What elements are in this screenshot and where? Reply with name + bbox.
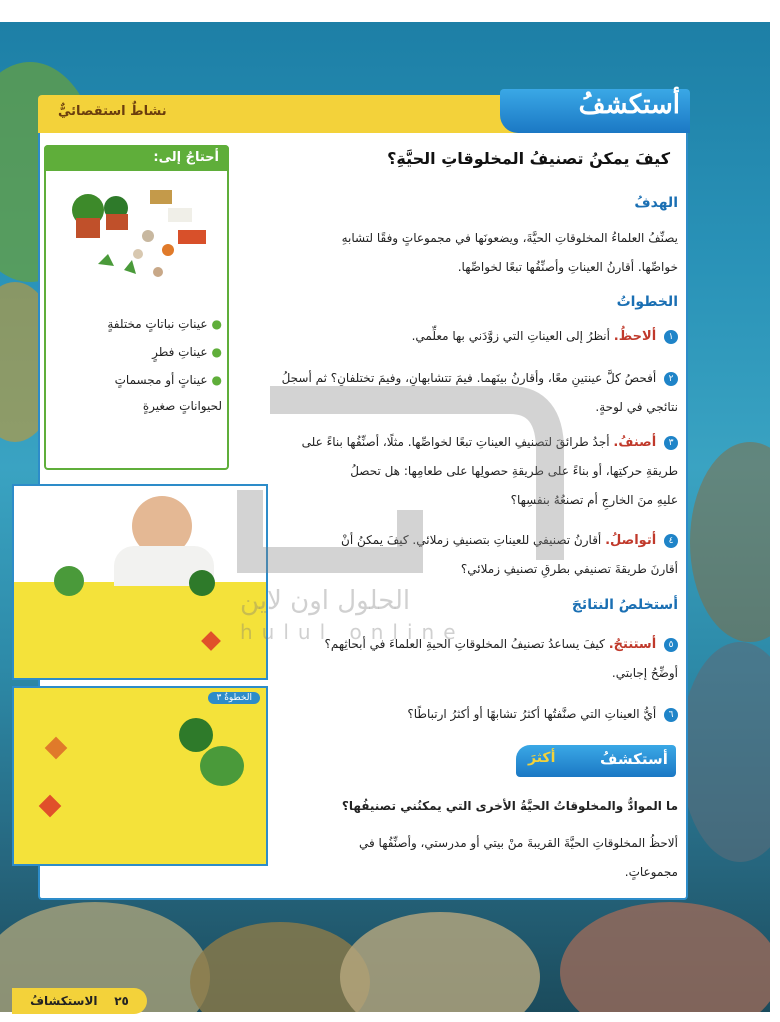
section-name: الاستكشافُ — [30, 994, 98, 1008]
conclusion-5-cont: أوضِّحُ إجابتي. — [611, 666, 678, 680]
material-item-3-cont: لحيواناتٍ صغيرةٍ — [142, 399, 222, 413]
explore-more-line-2: مجموعاتٍ. — [624, 865, 678, 879]
step-number: ٣ — [664, 436, 678, 450]
step-3-cont-1: طريقةِ حركتِها، أو بناءً على طريقةِ حصولِها على طعامِها: هل تحصلُ — [350, 464, 678, 478]
steps-heading: الخطواتُ — [616, 294, 678, 310]
step-number: ٥ — [664, 638, 678, 652]
step-keyword: أتواصلُ. — [605, 533, 657, 548]
step-keyword: ألاحظُ. — [613, 329, 657, 344]
step-number: ٦ — [664, 708, 678, 722]
goal-line-1: يصنِّفُ العلماءُ المخلوقاتِ الحيَّةَ، ويضعونَها في مجموعاتٍ وفقًا لتشابهِ — [341, 231, 678, 245]
page-title: أستكشفُ — [578, 90, 680, 120]
watermark-latin: hulul online — [240, 620, 465, 644]
step-3-photo — [12, 686, 268, 866]
step-keyword: أصنفُ. — [613, 435, 657, 450]
main-question: كيفَ يمكنُ تصنيفُ المخلوقاتِ الحيَّةِ؟ — [387, 149, 670, 168]
step-number: ١ — [664, 330, 678, 344]
watermark-logo-icon — [210, 380, 570, 600]
explore-more-line-1: ألاحظُ المخلوقاتِ الحيَّةَ القريبةَ منْ بيتي أو مدرستي، وأصنِّفُها في — [358, 836, 678, 850]
step-text: أفحصُ كلَّ عينتينِ معًا، وأقارنُ بينَهما. فيمَ تتشابهانِ، وفيمَ تختلفانِ؟ ثم أسجلُ — [281, 371, 657, 385]
step-2-cont: نتائجي في لوحةٍ. — [595, 400, 678, 414]
activity-type-label: نشاطٌ استقصائيٌّ — [58, 104, 167, 119]
material-item-1: ●عيناتِ نباتاتٍ مختلفةٍ — [107, 317, 222, 331]
step-number: ٤ — [664, 534, 678, 548]
photo-step-tag: الخطوةُ ٣ — [208, 692, 260, 704]
page-number: ٢٥ — [114, 994, 129, 1008]
goal-heading: الهدفُ — [634, 195, 678, 211]
step-keyword: أستنتجُ. — [608, 637, 657, 652]
conclusion-6 — [407, 700, 678, 729]
bullet-icon: ● — [211, 345, 222, 359]
step-number: ٢ — [664, 372, 678, 386]
step-text: أيُّ العيناتِ التي صنَّفتُها أكثرُ تشابهًا أو أكثرُ ارتباطًا؟ — [407, 707, 657, 721]
step-text: أقارنُ تصنيفي للعيناتِ بتصنيفِ زملائي. كيفَ يمكنُ أنْ — [341, 533, 602, 547]
step-1 — [412, 322, 678, 351]
step-text: أنظرُ إلى العيناتِ التي زوَّدَني بها معلِّمي. — [411, 329, 610, 343]
materials-heading: أحتاجُ إلى: — [44, 145, 229, 171]
step-4-cont: أقارنَ طريقةَ تصنيفي بطرقِ تصنيفِ زملائي؟ — [460, 562, 678, 576]
bullet-icon: ● — [211, 373, 222, 387]
explore-more-question: ما الموادُّ والمخلوقاتُ الحيَّةُ الأخرى التي يمكنُني تصنيفُها؟ — [341, 799, 678, 813]
watermark-arabic: الحلول اون لاين — [240, 586, 411, 616]
step-text: أجدُ طرائقَ لتصنيفِ العيناتِ تبعًا لخواصِّها. مثلًا، أصنِّفُها بناءً على — [301, 435, 610, 449]
materials-illustration — [58, 180, 218, 295]
step-text: كيفَ يساعدُ تصنيفُ المخلوقاتِ الحيةِ العلماءَ في أبحاثِهم؟ — [324, 637, 605, 651]
material-item-2: ●عيناتِ فطرٍ — [152, 345, 222, 359]
conclude-heading: أستخلصُ النتائجَ — [571, 597, 678, 613]
bullet-icon: ● — [211, 317, 222, 331]
explore-more-subtitle: أكثرَ — [528, 750, 556, 766]
goal-line-2: خواصِّها. أقارنُ العيناتِ وأصنِّفُها تبعًا لخواصِّها. — [457, 260, 678, 274]
step-3-cont-2: عليهِ منَ الخارجِ أم تصنعُهُ بنفسِها؟ — [510, 493, 678, 507]
footer-label — [12, 988, 147, 1014]
explore-more-title: أستكشفُ — [600, 750, 668, 768]
material-item-3: ●عيناتٍ أو مجسماتٍ — [114, 373, 222, 387]
